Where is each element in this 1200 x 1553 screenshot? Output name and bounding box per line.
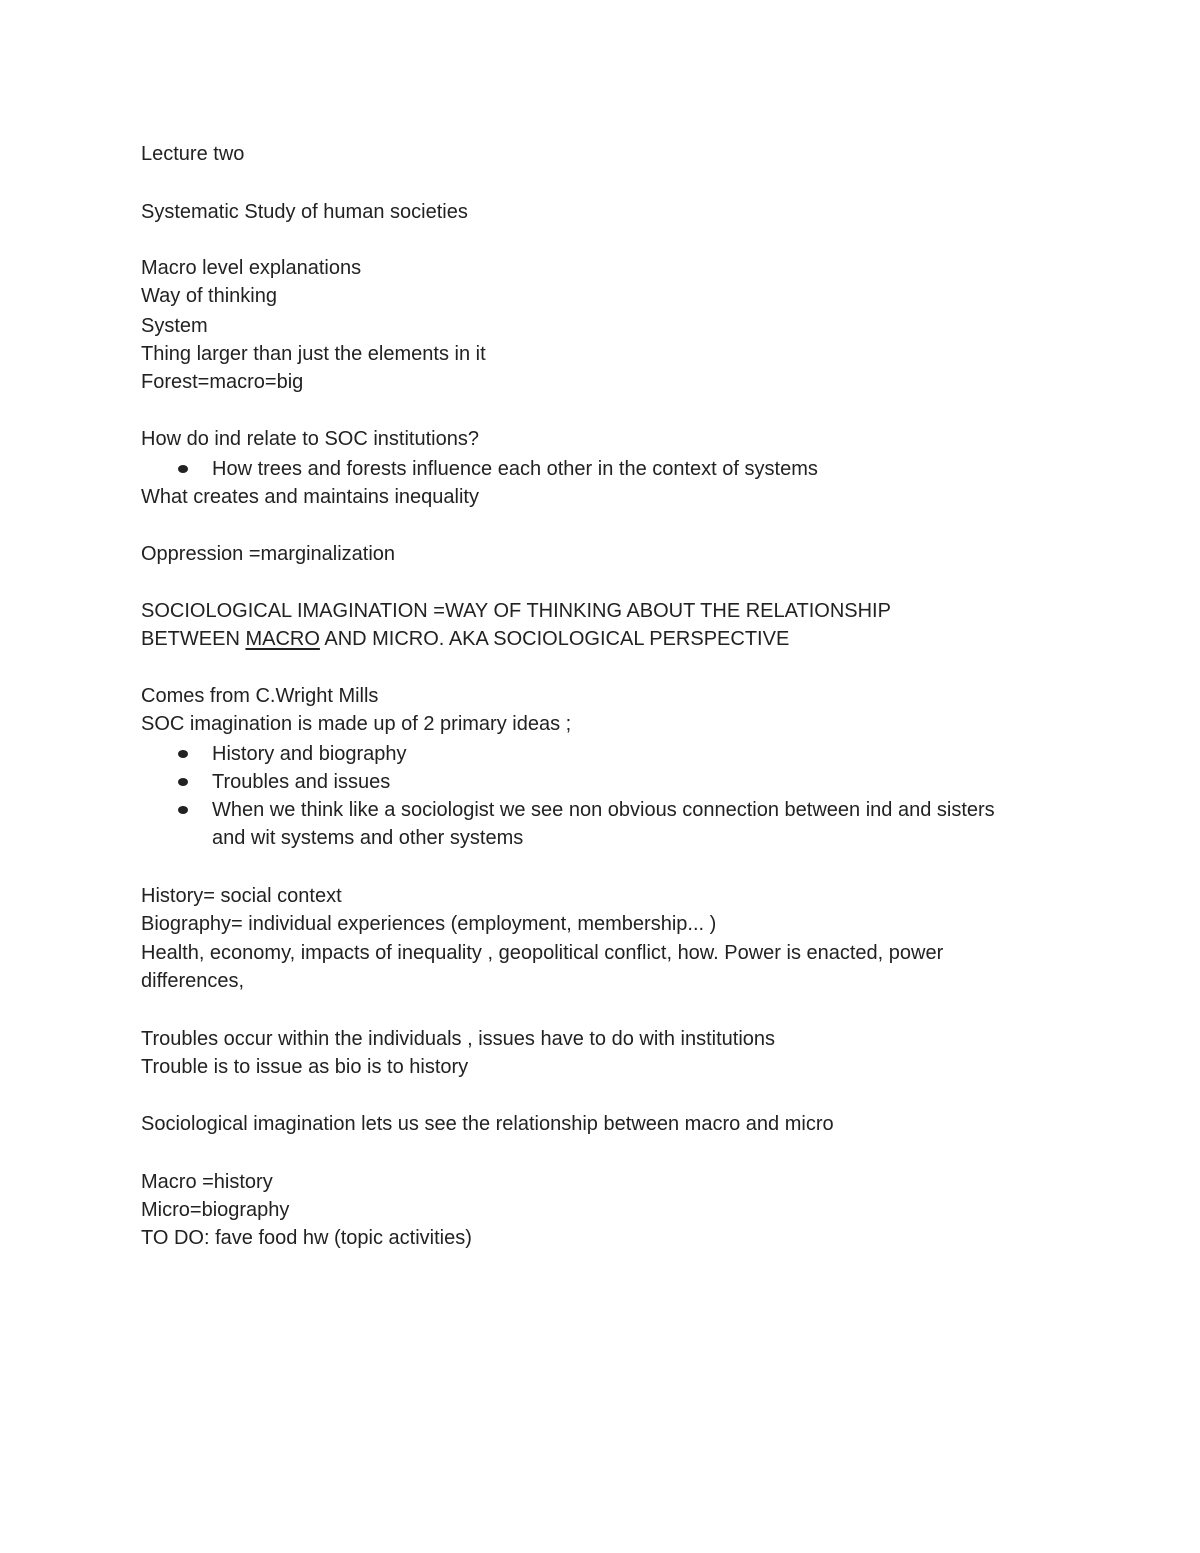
text-line: How do ind relate to SOC institutions? <box>141 428 479 450</box>
text-line <box>141 625 789 653</box>
bullet-item: History and biography <box>212 743 407 765</box>
text-line: Troubles occur within the individuals , issues have to do with institutions <box>141 1028 776 1050</box>
text-line: Biography= individual experiences (employment, membership... ) <box>141 913 717 935</box>
underlined-word: MACRO <box>245 628 320 650</box>
text-line: Oppression =marginalization <box>141 543 396 565</box>
bullet-icon <box>178 750 188 758</box>
todo-line: TO DO: fave food hw (topic activities) <box>141 1227 472 1249</box>
lecture-title: Lecture two <box>141 143 245 165</box>
bullet-item: How trees and forests influence each other in the context of systems <box>212 458 818 480</box>
bullet-item: When we think like a sociologist we see non obvious connection between ind and sisters <box>212 799 995 821</box>
text-segment: BETWEEN <box>141 628 246 650</box>
bullet-icon <box>178 778 188 786</box>
text-line: Macro level explanations <box>141 257 362 279</box>
text-line: Health, economy, impacts of inequality , geopolitical conflict, how. Power is enacted, power <box>141 942 944 964</box>
text-line: Macro =history <box>141 1171 273 1193</box>
text-line: SOC imagination is made up of 2 primary ideas ; <box>141 713 572 735</box>
text-line: Way of thinking <box>141 285 277 307</box>
bullet-item-continuation: and wit systems and other systems <box>212 827 524 849</box>
text-line: What creates and maintains inequality <box>141 486 479 508</box>
text-line: System <box>141 315 208 337</box>
text-line: SOCIOLOGICAL IMAGINATION =WAY OF THINKING ABOUT THE RELATIONSHIP <box>141 600 891 622</box>
bullet-item: Troubles and issues <box>212 771 391 793</box>
text-line: differences, <box>141 970 245 992</box>
text-line: Trouble is to issue as bio is to history <box>141 1056 469 1078</box>
bullet-icon <box>178 806 188 814</box>
bullet-icon <box>178 465 188 473</box>
text-line: Comes from C.Wright Mills <box>141 685 379 707</box>
text-segment: AND MICRO. AKA SOCIOLOGICAL PERSPECTIVE <box>319 628 790 650</box>
text-line: Micro=biography <box>141 1199 290 1221</box>
text-line: Systematic Study of human societies <box>141 201 468 223</box>
text-line: Forest=macro=big <box>141 371 304 393</box>
text-line: Thing larger than just the elements in it <box>141 343 486 365</box>
text-line: History= social context <box>141 885 342 907</box>
text-line: Sociological imagination lets us see the relationship between macro and micro <box>141 1113 834 1135</box>
